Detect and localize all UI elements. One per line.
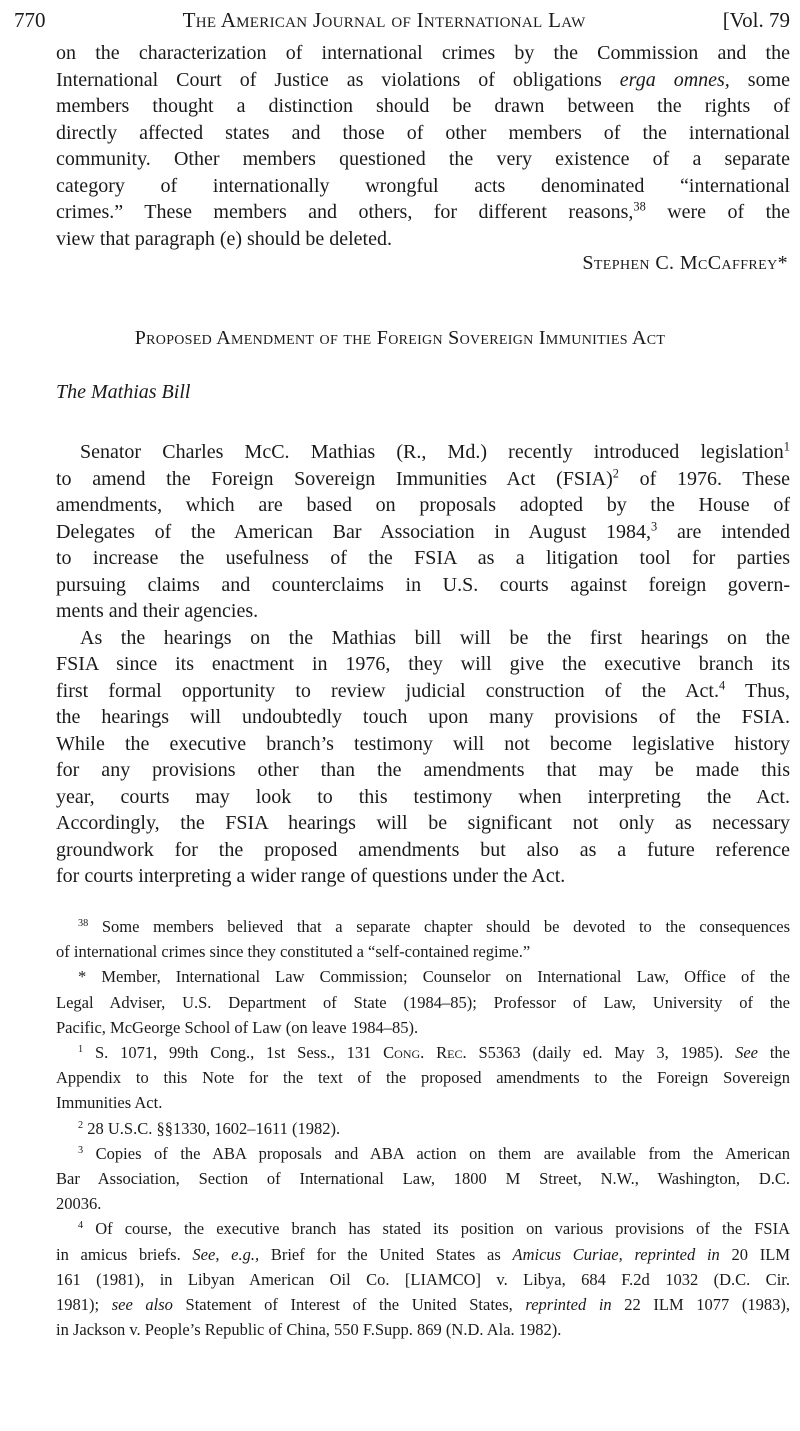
footnote-ref: 1 [78, 1043, 84, 1055]
text-line [56, 1166, 790, 1191]
text-line [56, 704, 790, 731]
text-run: Appendix to this Note for the text of the proposed amendments to the Foreign Sovereign [56, 1068, 790, 1088]
text-run: groundwork for the proposed amendments but also as a future reference [56, 838, 790, 861]
text-run: Delegates of the American Bar Association in August 1984, [56, 520, 652, 543]
text-line [56, 1040, 790, 1065]
footnote-ref: 3 [78, 1144, 84, 1156]
text-line [56, 837, 790, 864]
text-run: of 1976. These [618, 467, 790, 490]
text-line [56, 731, 790, 758]
text-line [56, 519, 790, 546]
text-line [56, 1292, 790, 1317]
text-run: directly affected states and those of other members of the international [56, 121, 790, 144]
text-run: Bar Association, Section of International Law, 1800 M Street, N.W., Washington, D.C. [56, 1169, 790, 1189]
text-run: * Member, International Law Commission; Counselor on International Law, Office of the [78, 967, 790, 987]
text-run: see also [111, 1295, 173, 1315]
text-run: 20036. [56, 1194, 102, 1214]
text-line [56, 1015, 790, 1040]
text-line [56, 784, 790, 811]
text-run: Pacific, McGeorge School of Law (on leave 1984–85). [56, 1017, 419, 1037]
text-run: in amicus briefs. [56, 1244, 193, 1264]
text-line [56, 173, 790, 200]
text-run: for any provisions other than the amendments that may be made this [56, 759, 790, 781]
text-run: Some members believed that a separate chapter should be devoted to the consequences [88, 917, 790, 936]
text-run: members thought a distinction should be drawn between the rights of [56, 95, 790, 117]
text-line [56, 146, 790, 173]
text-run: Amicus Curiae, reprinted in [512, 1244, 720, 1264]
text-line [56, 1116, 790, 1141]
text-line [56, 93, 790, 120]
text-line [56, 466, 790, 493]
text-line [56, 40, 790, 67]
text-run: to amend the Foreign Sovereign Immunities Act (FSIA) [56, 467, 613, 490]
text-run: Legal Adviser, U.S. Department of State (1984–85); Professor of Law, University of the [56, 992, 790, 1012]
footnote-ref: 38 [633, 199, 646, 214]
text-run: the hearings will undoubtedly touch upon many provisions of the FSIA. [56, 706, 790, 728]
text-run: 1981); [56, 1295, 112, 1315]
text-line [56, 990, 790, 1015]
text-line [56, 810, 790, 837]
text-line [56, 939, 790, 964]
text-run: first formal opportunity to review judicial construction of the Act. [56, 679, 719, 702]
text-run: for courts interpreting a wider range of questions under the Act. [56, 865, 566, 887]
footnote-ref: 2 [78, 1119, 84, 1131]
text-run: category of internationally wrongful acts denominated “international [56, 174, 790, 197]
text-line [56, 625, 790, 652]
footnote-ref: 3 [651, 519, 658, 534]
text-line [56, 964, 790, 989]
volume-label: [Vol. 79 [722, 7, 790, 32]
text-run: Brief for the United States as [259, 1244, 513, 1264]
text-run: ments and their agencies. [56, 600, 259, 622]
text-run: Immunities Act. [56, 1093, 163, 1113]
text-run: Statement of Interest of the United States, [172, 1295, 526, 1315]
subsection-title: The Mathias Bill [56, 381, 191, 403]
text-run: 161 (1981), in Libyan American Oil Co. [LIAMCO] v. Libya, 684 F.2d 1032 (D.C. Cir. [56, 1269, 790, 1289]
text-line [56, 1267, 790, 1292]
text-run: S5363 (daily ed. May 3, 1985). [466, 1043, 736, 1063]
text-line [56, 67, 790, 94]
text-line [56, 226, 790, 253]
text-run: were of the [645, 201, 790, 223]
footnote-ref: 38 [78, 917, 89, 929]
text-run: Senator Charles McC. Mathias (R., Md.) recently introduced legislation [80, 441, 784, 463]
author-signature: Stephen C. McCaffrey* [582, 252, 788, 274]
text-run: Copies of the ABA proposals and ABA action on them are available from the American [83, 1143, 790, 1163]
text-run: Of course, the executive branch has stated its position on various provisions of the FSIA [83, 1219, 790, 1239]
text-run: crimes.” These members and others, for different reasons, [56, 201, 634, 223]
text-run: the [757, 1043, 790, 1063]
running-header [14, 6, 790, 34]
text-line [56, 1216, 790, 1241]
text-run: 22 ILM 1077 (1983), [611, 1295, 790, 1315]
text-line [56, 439, 790, 466]
text-line [56, 120, 790, 147]
text-run: community. Other members questioned the very existence of a separate [56, 148, 790, 170]
text-run: amendments, which are based on proposals adopted by the House of [56, 494, 790, 516]
text-line [56, 1090, 790, 1115]
text-run: 20 ILM [719, 1244, 790, 1264]
text-line [56, 651, 790, 678]
text-run: See [735, 1043, 758, 1063]
footnotes [56, 914, 790, 1342]
text-line [56, 1141, 790, 1166]
text-line [56, 1191, 790, 1216]
section-title: Proposed Amendment of the Foreign Sovereign Immunities Act [134, 327, 666, 349]
text-run: view that paragraph (e) should be deleted. [56, 227, 392, 250]
text-run: pursuing claims and counterclaims in U.S. courts against foreign govern- [56, 573, 790, 596]
text-run: on the characterization of international crimes by the Commission and the [56, 42, 790, 64]
text-line [56, 598, 790, 625]
text-run: Cong. Rec. [383, 1043, 467, 1063]
text-run: of international crimes since they constituted a “self-contained regime.” [56, 942, 531, 962]
text-run: reprinted in [525, 1295, 612, 1315]
footnote-ref: 2 [612, 466, 619, 481]
page-number: 770 [14, 7, 46, 32]
text-line [56, 199, 790, 226]
text-run: While the executive branch’s testimony will not become legislative history [56, 732, 790, 755]
text-run: Thus, [725, 679, 791, 702]
intro-paragraph [56, 40, 790, 252]
text-line [56, 492, 790, 519]
text-run: are intended [657, 520, 790, 543]
text-run: S. 1071, 99th Cong., 1st Sess., 131 [83, 1043, 384, 1063]
text-run: International Court of Justice as violations of obligations [56, 68, 620, 91]
text-line [56, 757, 790, 784]
text-run: year, courts may look to this testimony when interpreting the Act. [56, 785, 790, 808]
text-line [56, 1242, 790, 1267]
text-line [56, 1317, 790, 1342]
text-run: As the hearings on the Mathias bill will be the first hearings on the [80, 626, 790, 649]
footnote-ref: 4 [78, 1220, 84, 1232]
footnote-ref: 1 [783, 439, 790, 454]
text-line [56, 863, 790, 890]
journal-title: The American Journal of International Law [182, 7, 586, 32]
body-text [56, 439, 790, 890]
footnote-ref: 4 [719, 678, 726, 693]
text-run: in Jackson v. People’s Republic of China, 550 F.Supp. 869 (N.D. Ala. 1982). [56, 1320, 562, 1340]
text-line [56, 545, 790, 572]
text-run: Accordingly, the FSIA hearings will be significant not only as necessary [56, 812, 790, 834]
text-line [56, 572, 790, 599]
text-line [56, 914, 790, 939]
text-run: See, e.g., [192, 1244, 260, 1264]
text-run: to increase the usefulness of the FSIA as a litigation tool for parties [56, 547, 790, 569]
text-run: some [729, 68, 791, 91]
text-line [56, 678, 790, 705]
text-run: 28 U.S.C. §§1330, 1602–1611 (1982). [83, 1118, 341, 1138]
text-line [56, 1065, 790, 1090]
text-run: FSIA since its enactment in 1976, they will give the executive branch its [56, 653, 790, 675]
text-run: erga omnes, [619, 68, 730, 91]
